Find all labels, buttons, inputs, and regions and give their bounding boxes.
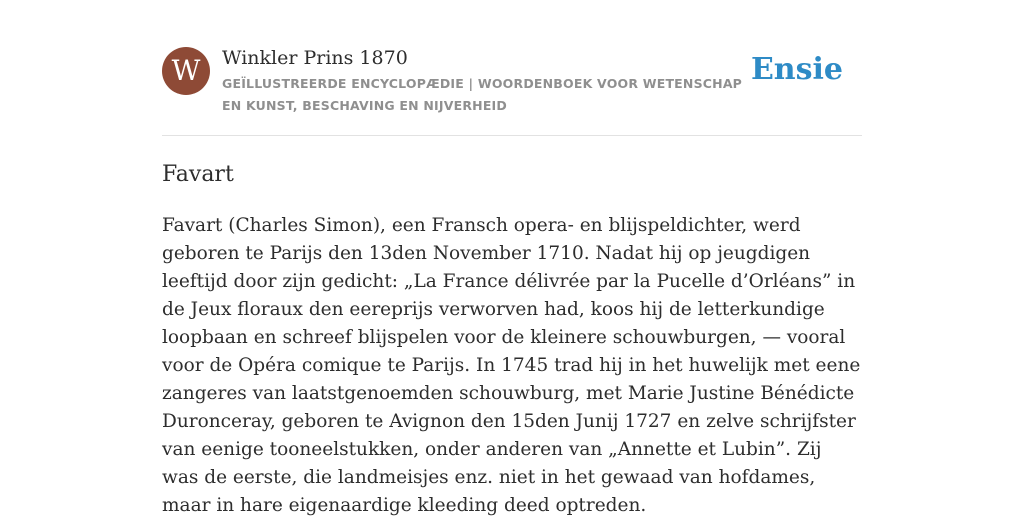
source-avatar[interactable]: W [162, 47, 210, 95]
page-container [162, 0, 862, 516]
source-title[interactable]: Winkler Prins 1870 [222, 47, 408, 69]
source-info [222, 45, 752, 117]
source-header [162, 0, 862, 136]
ensie-logo[interactable]: Ensie [750, 52, 843, 87]
source-subtitle: GEÏLLUSTREERDE ENCYCLOPÆDIE | WOORDENBOEK VOOR WETENSCHAP EN KUNST, BESCHAVING EN NIJVERHEID [222, 76, 743, 113]
entry-title: Favart [162, 162, 234, 187]
entry-body: Favart (Charles Simon), een Fransch opera- en blijspeldichter, werd geboren te Parijs den 13den November 1710. Nadat hij op jeugdigen leeftijd door zijn gedicht: „La France délivrée par la Pucelle d’Orléans” in de Jeux floraux den eereprijs verworven had, koos hij de letterkundige loopbaan en schreef blijspelen voor de kleinere schouwburgen, — vooral voor de Opéra comique te Parijs. In 1745 trad hij in het huwelijk met eene zangeres van laatstgenoemden schouwburg, met Marie Justine Bénédicte Duronceray, geboren te Avignon den 15den Junij 1727 en zelve schrijfster van eenige tooneelstukken, onder anderen van „Annette et Lubin”. Zij was de eerste, die landmeisjes enz. niet in het gewaad van hofdames, maar in hare eigenaardige kleeding deed optreden. [162, 215, 861, 516]
